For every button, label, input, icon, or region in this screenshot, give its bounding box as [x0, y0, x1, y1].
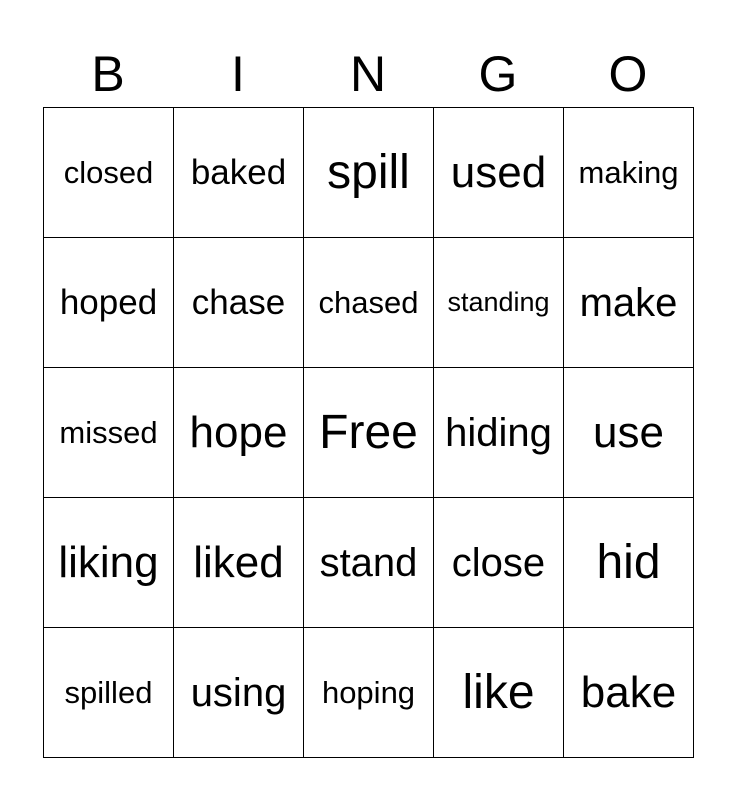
bingo-cell[interactable]: liked — [174, 498, 304, 628]
bingo-cell[interactable]: hid — [564, 498, 694, 628]
bingo-cell[interactable]: liking — [44, 498, 174, 628]
bingo-cell[interactable]: used — [434, 108, 564, 238]
bingo-cell[interactable]: standing — [434, 238, 564, 368]
bingo-cell[interactable]: like — [434, 628, 564, 758]
bingo-cell[interactable]: bake — [564, 628, 694, 758]
bingo-cell[interactable]: hoped — [44, 238, 174, 368]
header-letter-i: I — [231, 46, 245, 102]
bingo-cell[interactable]: using — [174, 628, 304, 758]
bingo-cell[interactable]: close — [434, 498, 564, 628]
bingo-cell[interactable]: make — [564, 238, 694, 368]
bingo-cell[interactable]: closed — [44, 108, 174, 238]
header-letter-o: O — [608, 46, 648, 102]
bingo-cell[interactable]: hoping — [304, 628, 434, 758]
header-letter-g: G — [478, 46, 518, 102]
bingo-header — [43, 44, 693, 104]
bingo-cell[interactable]: spill — [304, 108, 434, 238]
bingo-cell[interactable]: chase — [174, 238, 304, 368]
bingo-cell[interactable]: chased — [304, 238, 434, 368]
bingo-cell[interactable]: stand — [304, 498, 434, 628]
bingo-cell[interactable]: use — [564, 368, 694, 498]
bingo-cell[interactable]: spilled — [44, 628, 174, 758]
bingo-cell[interactable]: hope — [174, 368, 304, 498]
bingo-cell[interactable]: baked — [174, 108, 304, 238]
bingo-cell-free[interactable]: Free — [304, 368, 434, 498]
bingo-board — [43, 107, 694, 758]
bingo-cell[interactable]: missed — [44, 368, 174, 498]
bingo-cell[interactable]: making — [564, 108, 694, 238]
bingo-cell[interactable]: hiding — [434, 368, 564, 498]
header-letter-n: N — [349, 46, 387, 102]
header-letter-b: B — [91, 46, 125, 102]
